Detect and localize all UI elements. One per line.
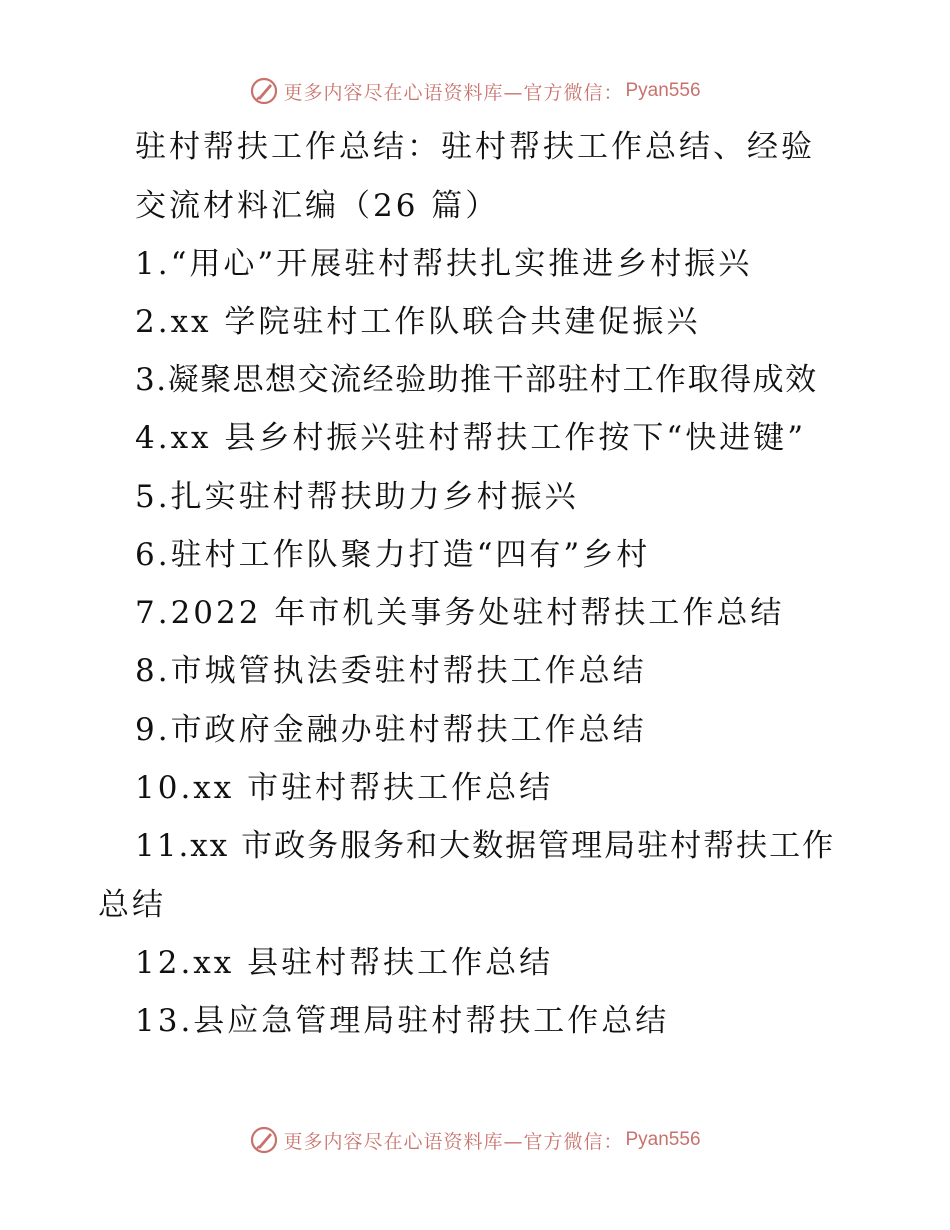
- watermark-text: 更多内容尽在心语资料库—官方微信：: [283, 81, 624, 104]
- document-title-line-1: 驻村帮扶工作总结：驻村帮扶工作总结、经验: [135, 129, 815, 165]
- footer-watermark: [0, 1120, 950, 1160]
- list-item: 13.县应急管理局驻村帮扶工作总结: [135, 1003, 670, 1039]
- list-item: 3.凝聚思想交流经验助推干部驻村工作取得成效: [135, 362, 818, 398]
- list-item: 11.xx 市政务服务和大数据管理局驻村帮扶工作: [135, 828, 836, 864]
- quill-logo-icon: [249, 76, 279, 106]
- list-item: 6.驻村工作队聚力打造“四有”乡村: [135, 537, 651, 573]
- quill-logo-icon: [249, 1125, 279, 1155]
- list-item: 12.xx 县驻村帮扶工作总结: [135, 945, 554, 981]
- list-item: 2.xx 学院驻村工作队联合共建促振兴: [135, 304, 701, 340]
- watermark-id: Pyan556: [625, 80, 701, 101]
- list-item-continuation: 总结: [98, 887, 166, 923]
- watermark-text: 更多内容尽在心语资料库—官方微信：: [283, 1130, 624, 1153]
- list-item: 1.“用心”开展驻村帮扶扎实推进乡村振兴: [135, 246, 753, 282]
- list-item: 10.xx 市驻村帮扶工作总结: [135, 770, 554, 806]
- list-item: 5.扎实驻村帮扶助力乡村振兴: [135, 479, 579, 515]
- list-item: 4.xx 县乡村振兴驻村帮扶工作按下“快进键”: [135, 420, 807, 456]
- list-item: 9.市政府金融办驻村帮扶工作总结: [135, 712, 647, 748]
- document-title-line-2: 交流材料汇编（26 篇）: [135, 188, 500, 224]
- list-item: 7.2022 年市机关事务处驻村帮扶工作总结: [135, 595, 785, 631]
- header-watermark: [0, 71, 950, 111]
- watermark-id: Pyan556: [625, 1129, 701, 1150]
- list-item: 8.市城管执法委驻村帮扶工作总结: [135, 653, 647, 689]
